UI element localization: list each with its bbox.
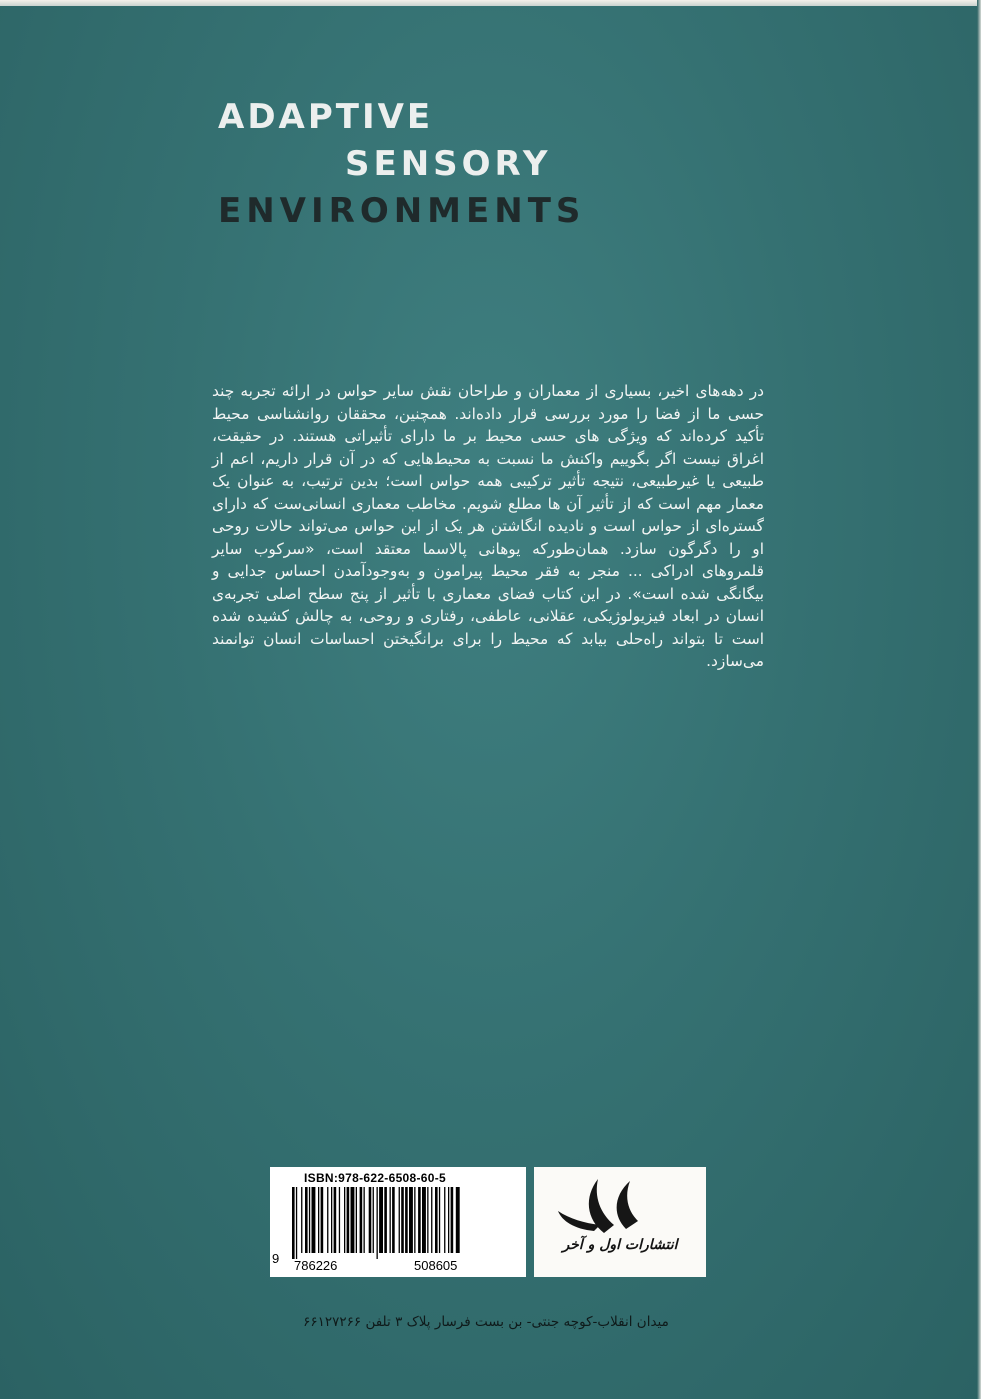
- publisher-logo-text: انتشارات اول و آخر: [562, 1237, 678, 1253]
- isbn-label: ISBN:978-622-6508-60-5: [304, 1171, 447, 1185]
- barcode-digits-right: 508605: [414, 1258, 458, 1273]
- barcode: [278, 1187, 518, 1259]
- page-edge-top: [0, 0, 981, 6]
- publisher-address: میدان انقلاب-کوچه جنتی- بن بست فرسار پلاک ۳ تلفن ۶۶۱۲۷۲۶۶: [303, 1314, 669, 1330]
- isbn-barcode-panel: [270, 1167, 526, 1277]
- barcode-digits-left: 786226: [294, 1258, 338, 1273]
- publisher-logo-panel: [534, 1167, 706, 1277]
- page-edge-right: [977, 0, 981, 1399]
- title-line-1: ADAPTIVE: [218, 97, 434, 137]
- title-line-2: SENSORY: [345, 144, 552, 184]
- publisher-logo-icon: [534, 1167, 706, 1277]
- barcode-lead-digit: 9: [272, 1251, 280, 1266]
- description-paragraph: در دهه‌های اخیر، بسیاری از معماران و طراحان نقش سایر حواس در ارائه تجربه چند حسی ما از فضا را مورد بررسی قرار داده‌اند. همچنین، محققان روانشناسی محیط تأکید کرده‌اند که ویژگی های حسی محیط بر ما دارای تأثیراتی هستند. در حقیقت، اغراق نیست اگر بگوییم واکنش ما نسبت به محیط‌هایی که در آن قرار داریم، اعم از طبیعی یا غیرطبیعی، نتیجه تأثیر ترکیبی همه حواس است؛ بدین ترتیب، به عنوان یک معمار مهم است که از تأثیر آن ها مطلع شویم. مخاطب معماری انسانی‌ست که دارای گستره‌ای از حواس است و نادیده انگاشتن هر یک از این حواس می‌تواند حالات روحی او را دگرگون سازد. همان‌طورکه یوهانی پالاسما معتقد است، «سرکوب سایر قلمروهای ادراکی ... منجر به فقر محیط پیرامون و به‌وجودآمدن احساس جدایی و بیگانگی شده است». در این کتاب فضای معماری با تأثیر از پنج سطح اصلی تجربه‌ی انسان در ابعاد فیزیولوژیکی، عقلانی، عاطفی، رفتاری و روحی، به چالش کشیده شده است تا بتواند راه‌حلی بیابد که محیط را برای برانگیختن احساسات انسان توانمند می‌سازد.: [212, 382, 764, 670]
- title-line-3: ENVIRONMENTS: [218, 191, 586, 231]
